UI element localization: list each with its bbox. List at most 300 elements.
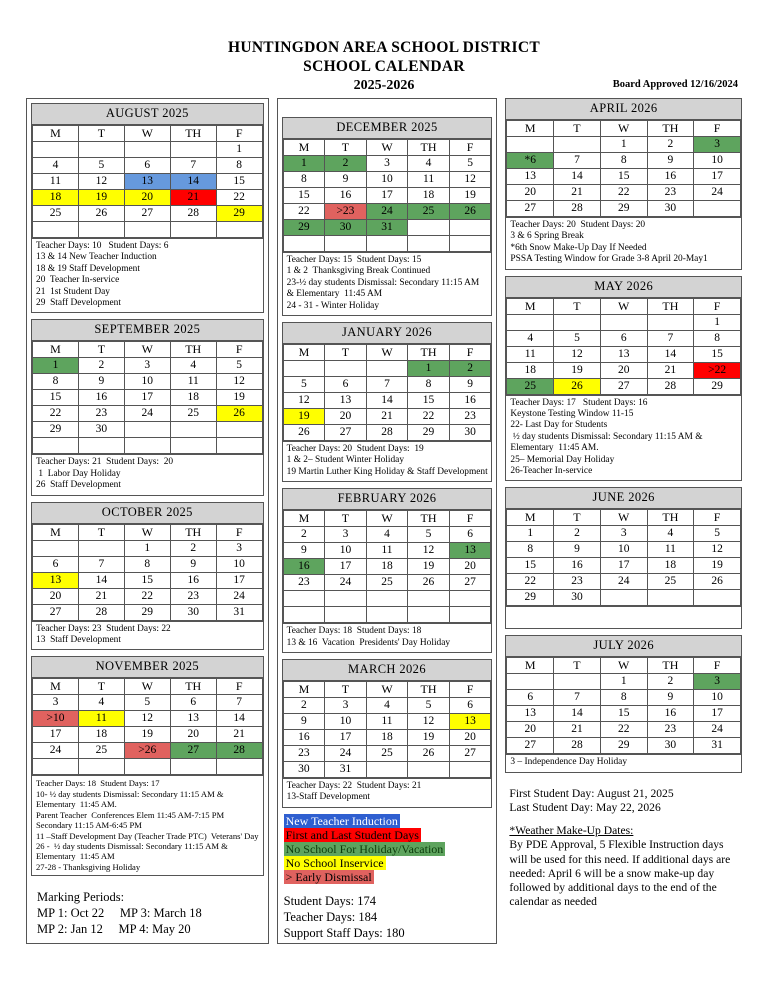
day-cell-empty: [216, 759, 262, 775]
month-title: AUGUST 2025: [32, 104, 263, 125]
day-cell: 9: [554, 542, 601, 558]
day-cell: 31: [366, 220, 408, 236]
week-row: [33, 743, 263, 759]
weekday-header-t: T: [554, 658, 601, 674]
day-cell: 13: [449, 543, 491, 559]
day-cell: 2: [647, 137, 694, 153]
day-cell: 4: [78, 695, 124, 711]
day-cell: 1: [507, 526, 554, 542]
mp1: MP 1: Oct 22: [37, 906, 105, 921]
day-cell: 24: [694, 185, 741, 201]
note-line: 20 Teacher In-service: [36, 275, 120, 286]
day-cell: 5: [694, 526, 741, 542]
column-middle: [277, 98, 498, 944]
day-cell: 5: [78, 158, 124, 174]
weekday-header-row: [283, 140, 491, 156]
day-cell: 6: [449, 527, 491, 543]
weekday-header-w: W: [600, 510, 647, 526]
day-cell: 26: [408, 575, 450, 591]
note-line: Teacher Days: 18 Student Days: 17: [36, 778, 160, 789]
weekday-header-w: W: [366, 511, 408, 527]
day-cell: 8: [283, 172, 325, 188]
day-cell: 12: [78, 174, 124, 190]
week-row: [507, 558, 741, 574]
weekday-header-m: M: [283, 140, 325, 156]
note-line: Teacher Days: 21 Student Days: 20: [36, 457, 174, 468]
week-row: [507, 722, 741, 738]
day-cell-empty: [507, 137, 554, 153]
day-cell: 16: [283, 559, 325, 575]
week-row: [507, 674, 741, 690]
week-row: [33, 540, 263, 556]
day-cell: 23: [283, 575, 325, 591]
month-notes: [32, 775, 263, 875]
weekday-header-th: TH: [170, 679, 216, 695]
day-cell: 3: [124, 358, 170, 374]
day-cell-empty: [325, 236, 367, 252]
day-cell: 30: [647, 738, 694, 754]
day-cell: 2: [78, 358, 124, 374]
day-cell: 18: [33, 190, 79, 206]
day-cell: 15: [124, 572, 170, 588]
weekday-header-row: [33, 342, 263, 358]
week-row: [283, 220, 491, 236]
day-cell: 24: [694, 722, 741, 738]
day-cell-empty: [216, 222, 262, 238]
weekday-header-row: [507, 121, 741, 137]
weekday-header-t: T: [554, 121, 601, 137]
day-cell: 28: [554, 738, 601, 754]
day-cell: 8: [507, 542, 554, 558]
week-row: [283, 361, 491, 377]
week-row: [283, 409, 491, 425]
day-cell: 23: [449, 409, 491, 425]
day-cell: 12: [554, 346, 601, 362]
day-cell: 5: [283, 377, 325, 393]
day-cell: 25: [507, 378, 554, 394]
day-cell-empty: [216, 438, 262, 454]
day-cell: 22: [408, 409, 450, 425]
week-row: [33, 572, 263, 588]
day-cell-empty: [449, 591, 491, 607]
day-cell: 3: [216, 540, 262, 556]
day-cell: 16: [449, 393, 491, 409]
day-cell: 12: [283, 393, 325, 409]
day-cell: 7: [216, 695, 262, 711]
day-cell-empty: [449, 607, 491, 623]
note-line: 21 1st Student Day: [36, 286, 110, 297]
day-cell: 25: [78, 743, 124, 759]
note-line: 22- Last Day for Students: [510, 420, 608, 431]
week-row: [507, 201, 741, 217]
day-cell-empty: [78, 540, 124, 556]
day-cell: 18: [647, 558, 694, 574]
day-cell-empty: [33, 142, 79, 158]
note-line: 11 –Staff Development Day (Teacher Trade PTC) Veterans' Day: [36, 830, 259, 841]
note-line: 1 Labor Day Holiday: [36, 468, 121, 479]
note-line: Teacher Days: 10 Student Days: 6: [36, 241, 169, 251]
day-cell: 12: [449, 172, 491, 188]
day-cell: 25: [366, 575, 408, 591]
day-cell: 19: [554, 362, 601, 378]
month-notes: [506, 606, 741, 628]
day-cell: 1: [216, 142, 262, 158]
day-cell: 4: [647, 526, 694, 542]
day-cell: 19: [408, 559, 450, 575]
weekday-header-th: TH: [647, 121, 694, 137]
note-line: 25– Memorial Day Holiday: [510, 454, 615, 465]
column-left: [26, 98, 269, 944]
day-cell: 27: [33, 604, 79, 620]
week-row: [283, 559, 491, 575]
day-cell-empty: [554, 137, 601, 153]
day-cell: 7: [170, 158, 216, 174]
weekday-header-f: F: [216, 524, 262, 540]
week-row: [33, 390, 263, 406]
day-cell: 8: [216, 158, 262, 174]
day-cell-empty: [283, 236, 325, 252]
week-row: [33, 711, 263, 727]
week-row: [33, 174, 263, 190]
day-cell: 4: [366, 698, 408, 714]
note-line: Teacher Days: 20 Student Days: 20: [510, 220, 646, 230]
weekday-header-th: TH: [647, 510, 694, 526]
day-cell: 19: [408, 730, 450, 746]
note-line: Keystone Testing Window 11-15: [510, 409, 634, 420]
weekday-header-w: W: [366, 140, 408, 156]
day-cell: 2: [283, 698, 325, 714]
month-notes: [283, 252, 492, 315]
week-row: [507, 137, 741, 153]
weekday-header-f: F: [216, 126, 262, 142]
day-cell: 25: [170, 406, 216, 422]
day-cell: 27: [507, 738, 554, 754]
month-grid: [283, 139, 492, 252]
day-cell: 9: [283, 714, 325, 730]
day-cell-empty: [124, 759, 170, 775]
week-row: [33, 604, 263, 620]
day-cell-empty: [408, 236, 450, 252]
month-grid: [506, 298, 741, 395]
note-line: 13 Staff Development: [36, 635, 121, 646]
week-row: [507, 153, 741, 169]
marking-periods-heading: Marking Periods:: [37, 890, 125, 905]
week-row: [33, 206, 263, 222]
day-cell: 31: [216, 604, 262, 620]
day-cell: 14: [170, 174, 216, 190]
day-cell: 23: [170, 588, 216, 604]
month-may: [505, 276, 742, 482]
day-cell: 25: [647, 574, 694, 590]
weekday-header-f: F: [216, 342, 262, 358]
day-cell-empty: [366, 607, 408, 623]
calendar-columns: [0, 98, 768, 944]
day-cell: 13: [325, 393, 367, 409]
day-cell: 10: [694, 153, 741, 169]
day-cell: 29: [600, 201, 647, 217]
month-september: [31, 319, 264, 495]
note-line: 24 - 31 - Winter Holiday: [286, 300, 380, 311]
month-notes: [506, 217, 741, 269]
day-cell: 19: [78, 190, 124, 206]
day-cell: 30: [170, 604, 216, 620]
day-cell: 13: [170, 711, 216, 727]
note-line: 10- ½ day students Dismissal: Secondary 11:15 AM & Elementary 11:45 AM.: [36, 788, 226, 810]
day-cell: 21: [216, 727, 262, 743]
day-cell: 11: [408, 172, 450, 188]
day-cell: 22: [507, 574, 554, 590]
day-cell: 24: [600, 574, 647, 590]
day-cell: 24: [124, 406, 170, 422]
day-cell: 5: [554, 330, 601, 346]
day-cell-empty: [694, 590, 741, 606]
day-cell: 2: [170, 540, 216, 556]
day-cell-empty: [124, 222, 170, 238]
weekday-header-th: TH: [408, 345, 450, 361]
weekday-header-th: TH: [408, 140, 450, 156]
total-student-days: Student Days: 174: [283, 893, 376, 908]
week-row: [283, 591, 491, 607]
day-cell-empty: [449, 236, 491, 252]
day-cell: 19: [449, 188, 491, 204]
day-cell: 16: [647, 169, 694, 185]
day-cell: 15: [600, 169, 647, 185]
week-row: [283, 762, 491, 778]
week-row: [33, 588, 263, 604]
weekday-header-w: W: [124, 126, 170, 142]
day-cell: 4: [170, 358, 216, 374]
week-row: [283, 425, 491, 441]
day-cell: 1: [283, 156, 325, 172]
note-line: *6th Snow Make-Up Day If Needed: [510, 242, 647, 253]
weekday-header-m: M: [33, 679, 79, 695]
month-notes: [506, 754, 741, 771]
day-cell: 20: [449, 730, 491, 746]
day-cell: 8: [694, 330, 741, 346]
day-cell: 15: [33, 390, 79, 406]
day-cell: 19: [216, 390, 262, 406]
day-cell: 20: [600, 362, 647, 378]
day-cell: 21: [554, 722, 601, 738]
weekday-header-f: F: [449, 511, 491, 527]
day-cell: 6: [449, 698, 491, 714]
day-cell: 20: [33, 588, 79, 604]
legend-first-last-student-days: First and Last Student Days: [285, 827, 419, 842]
weekday-header-row: [507, 510, 741, 526]
day-cell: 23: [647, 722, 694, 738]
day-cell: 15: [600, 706, 647, 722]
day-cell: 6: [170, 695, 216, 711]
day-cell: 16: [283, 730, 325, 746]
day-cell: 24: [325, 575, 367, 591]
weekday-header-f: F: [694, 298, 741, 314]
day-cell: 15: [694, 346, 741, 362]
day-cell: 23: [647, 185, 694, 201]
day-cell: 26: [449, 204, 491, 220]
month-title: JANUARY 2026: [283, 323, 492, 344]
first-student-day: First Student Day: August 21, 2025: [509, 786, 674, 800]
day-cell: 7: [554, 153, 601, 169]
weekday-header-t: T: [78, 679, 124, 695]
day-cell: 28: [170, 206, 216, 222]
day-cell: 27: [170, 743, 216, 759]
weekday-header-th: TH: [170, 342, 216, 358]
note-line: PSSA Testing Window for Grade 3-8 April 20-May1: [510, 254, 708, 265]
day-cell: 7: [554, 690, 601, 706]
month-grid: [32, 678, 263, 775]
day-cell-empty: [170, 438, 216, 454]
day-cell: 6: [600, 330, 647, 346]
day-cell: 1: [33, 358, 79, 374]
weekday-header-t: T: [554, 510, 601, 526]
day-cell: 2: [554, 526, 601, 542]
day-cell: 27: [507, 201, 554, 217]
note-line: Teacher Days: 22 Student Days: 21: [286, 781, 422, 792]
day-cell: 3: [694, 137, 741, 153]
month-august: [31, 103, 264, 313]
day-cell: 12: [124, 711, 170, 727]
day-cell: 30: [647, 201, 694, 217]
day-cell: 25: [408, 204, 450, 220]
day-cell: 21: [647, 362, 694, 378]
day-cell: 10: [325, 714, 367, 730]
month-april: [505, 98, 742, 270]
day-cell-empty: [216, 422, 262, 438]
day-cell: 20: [170, 727, 216, 743]
day-cell: 8: [124, 556, 170, 572]
weekday-header-f: F: [449, 140, 491, 156]
legend-early-dismissal: > Early Dismissal: [285, 869, 372, 884]
day-cell: 25: [366, 746, 408, 762]
weekday-header-th: TH: [647, 298, 694, 314]
day-cell: 14: [78, 572, 124, 588]
day-cell: 15: [283, 188, 325, 204]
month-july: [505, 635, 742, 772]
calendar-label: SCHOOL CALENDAR: [303, 58, 465, 75]
weekday-header-row: [283, 682, 491, 698]
weekday-header-w: W: [600, 298, 647, 314]
weekday-header-w: W: [124, 342, 170, 358]
legend: [282, 814, 493, 884]
week-row: [283, 393, 491, 409]
day-cell-empty: [507, 314, 554, 330]
weekday-header-m: M: [507, 298, 554, 314]
week-row: [507, 738, 741, 754]
day-cell: 9: [325, 172, 367, 188]
week-row: [283, 746, 491, 762]
day-cell: 24: [33, 743, 79, 759]
day-cell-empty: [124, 422, 170, 438]
week-row: [33, 222, 263, 238]
note-line: Teacher Days: 15 Student Days: 15: [286, 255, 422, 265]
day-cell-empty: [170, 142, 216, 158]
marking-periods: [31, 882, 264, 937]
month-notes: [283, 623, 492, 652]
day-cell-empty: [449, 220, 491, 236]
day-cell: 5: [449, 156, 491, 172]
day-cell: 16: [554, 558, 601, 574]
week-row: [283, 156, 491, 172]
day-cell-empty: [600, 314, 647, 330]
week-row: [507, 590, 741, 606]
week-row: [283, 575, 491, 591]
weekday-header-m: M: [283, 682, 325, 698]
day-cell: 27: [325, 425, 367, 441]
day-cell: 3: [600, 526, 647, 542]
day-cell: 22: [216, 190, 262, 206]
mp2: MP 2: Jan 12: [37, 922, 103, 937]
day-cell-empty: [78, 759, 124, 775]
day-cell: 6: [325, 377, 367, 393]
note-line: Parent Teacher Conferences Elem 11:45 AM-7:15 PM Secondary 11:15 AM-6:45 PM: [36, 809, 227, 831]
day-cell: 22: [283, 204, 325, 220]
day-cell: 5: [216, 358, 262, 374]
week-row: [507, 690, 741, 706]
week-row: [33, 759, 263, 775]
note-line: 27-28 - Thanksgiving Holiday: [36, 861, 141, 872]
note-line: Teacher Days: 23 Student Days: 22: [36, 623, 171, 634]
note-line: 26 - ½ day students Dismissal: Secondary 11:15 AM & Elementary 11:45 AM: [36, 840, 230, 862]
day-cell: 28: [216, 743, 262, 759]
day-cell: 10: [325, 543, 367, 559]
day-cell: 12: [408, 714, 450, 730]
week-row: [507, 169, 741, 185]
month-notes: [32, 454, 263, 494]
day-cell: 13: [124, 174, 170, 190]
day-cell: 29: [283, 220, 325, 236]
column-right: [505, 98, 742, 944]
weekday-header-w: W: [366, 345, 408, 361]
day-cell: 10: [694, 690, 741, 706]
day-cell: 1: [408, 361, 450, 377]
day-cell: 11: [366, 543, 408, 559]
day-cell: 22: [33, 406, 79, 422]
day-cell: 20: [507, 722, 554, 738]
day-cell: 11: [78, 711, 124, 727]
mp4: MP 4: May 20: [118, 922, 191, 937]
week-row: [33, 727, 263, 743]
weekday-header-row: [507, 658, 741, 674]
note-line: 26 Staff Development: [36, 480, 121, 491]
day-cell-empty: [78, 142, 124, 158]
day-cell: 6: [507, 690, 554, 706]
week-row: [33, 406, 263, 422]
day-cell: 2: [647, 674, 694, 690]
day-cell: 5: [408, 698, 450, 714]
month-title: FEBRUARY 2026: [283, 489, 492, 510]
month-grid: [32, 524, 263, 621]
note-line: 13-Staff Development: [286, 792, 371, 803]
week-row: [33, 142, 263, 158]
day-cell-empty: [283, 607, 325, 623]
district-name: HUNTINGDON AREA SCHOOL DISTRICT: [227, 39, 541, 56]
day-cell: 30: [325, 220, 367, 236]
month-notes: [283, 441, 492, 481]
day-cell: 26: [216, 406, 262, 422]
month-notes: [506, 395, 741, 481]
day-cell: 31: [694, 738, 741, 754]
day-cell: 17: [366, 188, 408, 204]
day-cell-empty: [408, 762, 450, 778]
day-cell: 17: [694, 169, 741, 185]
week-row: [507, 706, 741, 722]
day-cell: 18: [408, 188, 450, 204]
day-cell: 27: [124, 206, 170, 222]
day-cell: 28: [554, 201, 601, 217]
weekday-header-f: F: [694, 510, 741, 526]
day-cell: 29: [216, 206, 262, 222]
day-cell: 24: [325, 746, 367, 762]
